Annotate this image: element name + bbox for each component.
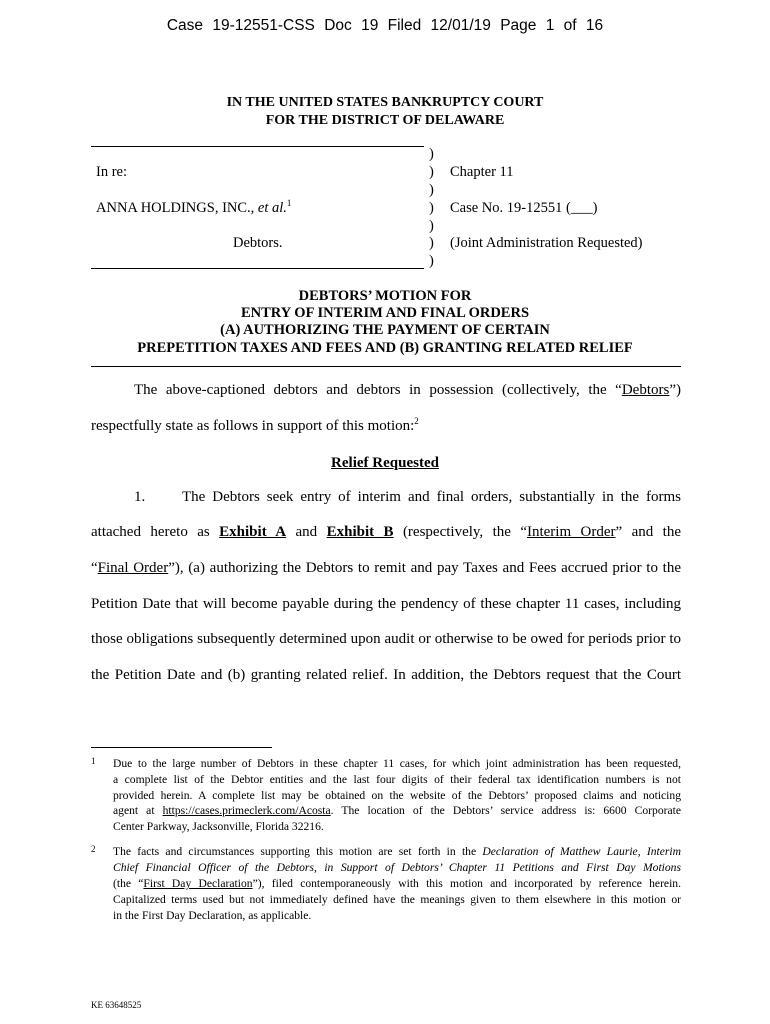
para1-line5: those obligations subsequently determined upon audit or otherwise to be owed for periods prior to [91,631,681,647]
footnote2-line5: in the First Day Declaration, as applicable. [113,909,312,922]
footnote2-number: 2 [91,844,96,854]
footnote2-line4: Capitalized terms used but not immediately defined have the meanings given to them elsewhere in this motion or [113,893,681,906]
caption-paren: ) [429,253,434,269]
footnote2-line1: The facts and circumstances supporting this motion are set forth in the Declaration of Matthew Laurie, Interim [113,845,681,858]
para1-line4: Petition Date that will become payable during the pendency of these chapter 11 cases, including [91,596,681,612]
motion-title-line1: DEBTORS’ MOTION FOR [298,288,472,304]
footnote1-line3: provided herein. A complete list may be obtained on the website of the Debtors’ proposed claims and noticing [113,789,681,802]
caption-debtor-name: ANNA HOLDINGS, INC., et al.$^1$ [96,198,292,216]
title-rule [91,366,681,367]
claims-agent-link[interactable]: https://cases.primeclerk.com/Acosta [162,804,331,817]
footnote1-line1: Due to the large number of Debtors in these chapter 11 cases, for which joint administration has been requested, [113,757,681,770]
caption-in-re: In re: [96,164,127,180]
caption-paren: ) [429,200,434,216]
court-name-line1: IN THE UNITED STATES BANKRUPTCY COURT [226,95,544,110]
footnote1-line2: a complete list of the Debtor entities and the last four digits of their federal tax identification numbers is not [113,773,681,786]
motion-title-line4: PREPETITION TAXES AND FEES AND (B) GRANTING RELATED RELIEF [137,340,633,356]
footnote2-line3: (the “First Day Declaration”), filed contemporaneously with this motion and incorporated by reference herein. [113,877,681,890]
doc-number: Doc 19 [324,17,379,34]
case-number: Case 19-12551-CSS [166,17,315,34]
footnote-separator [91,747,272,748]
ecf-header [0,17,770,35]
caption-joint-admin: (Joint Administration Requested) [450,235,643,251]
caption-paren: ) [429,235,434,251]
caption-paren: ) [429,164,434,180]
para1-line1: The Debtors seek entry of interim and final orders, substantially in the forms [182,489,681,505]
caption-bottom-rule [91,268,424,269]
para1-line6: the Petition Date and (b) granting related relief. In addition, the Debtors request that the Court [91,667,681,683]
caption-debtors-label: Debtors. [233,235,283,251]
para1-line3: “Final Order”), (a) authorizing the Debtors to remit and pay Taxes and Fees accrued prior to the [91,560,681,576]
caption-case-no: Case No. 19-12551 (___) [450,200,598,216]
page-indicator: Page 1 of 16 [500,17,604,34]
section-heading: Relief Requested [331,455,439,471]
motion-title-line3: (A) AUTHORIZING THE PAYMENT OF CERTAIN [220,322,550,338]
footnote1-line4: agent at https://cases.primeclerk.com/Acosta. The location of the Debtors’ service address is: 6600 Corporate [113,804,681,817]
para-number: 1. [134,489,146,505]
document-id: KE 63648525 [91,1000,142,1010]
motion-title-line2: ENTRY OF INTERIM AND FINAL ORDERS [240,305,530,321]
filed-date: Filed 12/01/19 [387,17,491,34]
intro-line2: respectfully state as follows in support of this motion:$^2$ [91,416,419,434]
para1-line2: attached hereto as Exhibit A and Exhibit B (respectively, the “Interim Order” and the [91,524,681,540]
court-name-line2: FOR THE DISTRICT OF DELAWARE [265,113,505,128]
footnote1-line5: Center Parkway, Jacksonville, Florida 32216. [113,820,324,833]
footnote1-number: 1 [91,756,96,766]
footnote2-line2: Chief Financial Officer of the Debtors, in Support of Debtors’ Chapter 11 Petitions and First Day Motions [113,861,681,874]
intro-line1: The above-captioned debtors and debtors in possession (collectively, the “Debtors”) [134,382,681,398]
caption-chapter: Chapter 11 [450,164,514,180]
caption-paren: ) [429,182,434,198]
caption-paren: ) [429,146,434,162]
caption-top-rule [91,146,424,147]
caption-paren: ) [429,218,434,234]
